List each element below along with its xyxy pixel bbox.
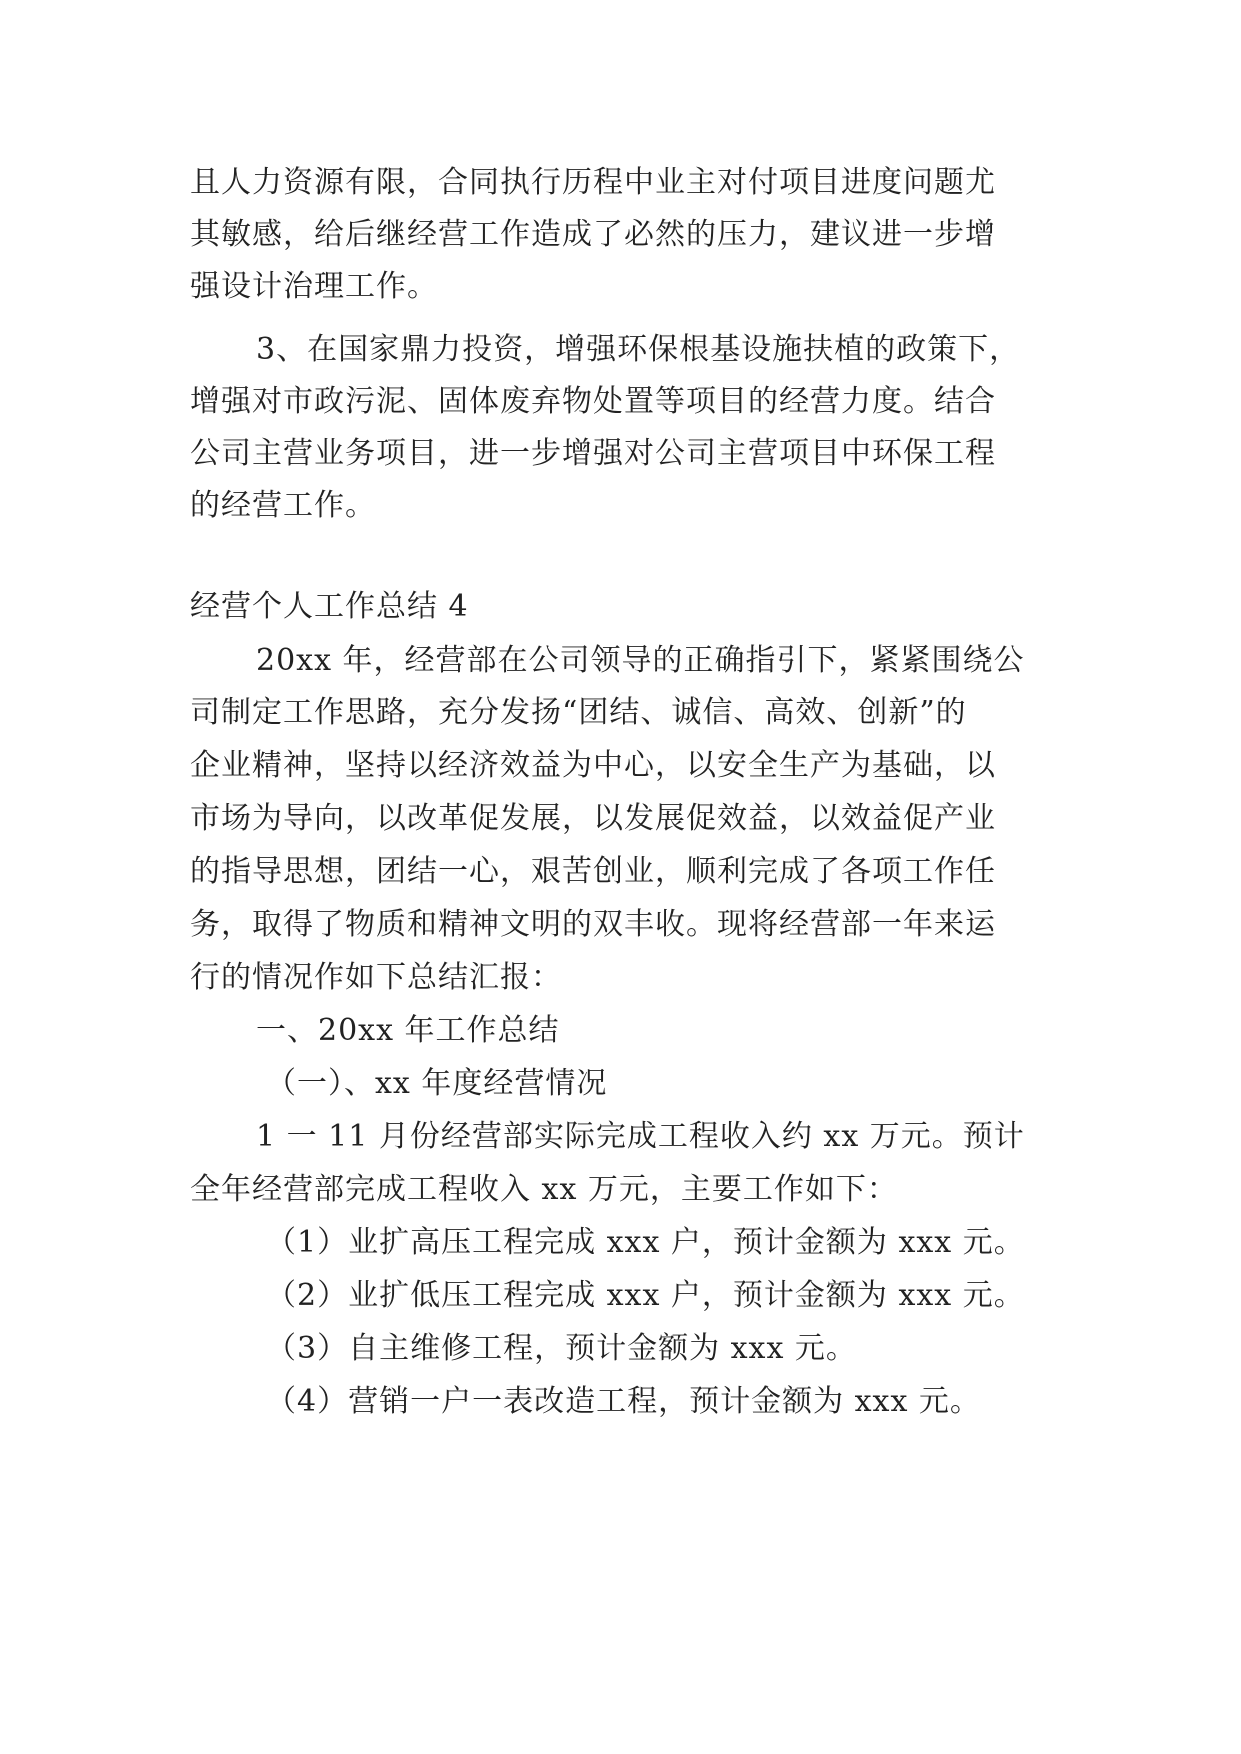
paragraph-line: 且人力资源有限，合同执行历程中业主对付项目进度问题尤 xyxy=(190,165,996,200)
paragraph-line: 的经营工作。 xyxy=(190,488,376,523)
paragraph-line: 市场为导向，以改革促发展，以发展促效益，以效益促产业 xyxy=(190,801,996,836)
paragraph-line: 务，取得了物质和精神文明的双丰收。现将经营部一年来运 xyxy=(190,907,996,942)
paragraph-line: 增强对市政污泥、固体废弃物处置等项目的经营力度。结合 xyxy=(190,384,996,419)
paragraph-line: 行的情况作如下总结汇报： xyxy=(190,960,562,995)
paragraph-line: 3、在国家鼎力投资，增强环保根基设施扶植的政策下， xyxy=(256,332,1021,367)
paragraph-line: 其敏感，给后继经营工作造成了必然的压力，建议进一步增 xyxy=(190,217,996,252)
list-item: （3）自主维修工程，预计金额为 xxx 元。 xyxy=(266,1331,857,1366)
subheading: 一、20xx 年工作总结 xyxy=(256,1013,560,1048)
paragraph-line: 公司主营业务项目，进一步增强对公司主营项目中环保工程 xyxy=(190,436,996,471)
list-item: （2）业扩低压工程完成 xxx 户，预计金额为 xxx 元。 xyxy=(266,1278,1025,1313)
section-heading: 经营个人工作总结 4 xyxy=(190,589,469,624)
paragraph-line: 强设计治理工作。 xyxy=(190,269,438,304)
list-item: （1）业扩高压工程完成 xxx 户，预计金额为 xxx 元。 xyxy=(266,1225,1025,1260)
subheading: （一）、xx 年度经营情况 xyxy=(266,1066,608,1101)
paragraph-line: 的指导思想，团结一心，艰苦创业，顺利完成了各项工作任 xyxy=(190,854,996,889)
paragraph-line: 20xx 年，经营部在公司领导的正确指引下，紧紧围绕公 xyxy=(256,643,1025,678)
paragraph-line: 全年经营部完成工程收入 xx 万元，主要工作如下： xyxy=(190,1172,898,1207)
paragraph-line: 司制定工作思路，充分发扬“团结、诚信、高效、创新”的 xyxy=(190,695,967,730)
paragraph-line: 企业精神，坚持以经济效益为中心，以安全生产为基础，以 xyxy=(190,748,996,783)
paragraph-line: 1 一 11 月份经营部实际完成工程收入约 xx 万元。预计 xyxy=(256,1119,1025,1154)
list-item: （4）营销一户一表改造工程，预计金额为 xxx 元。 xyxy=(266,1384,981,1419)
